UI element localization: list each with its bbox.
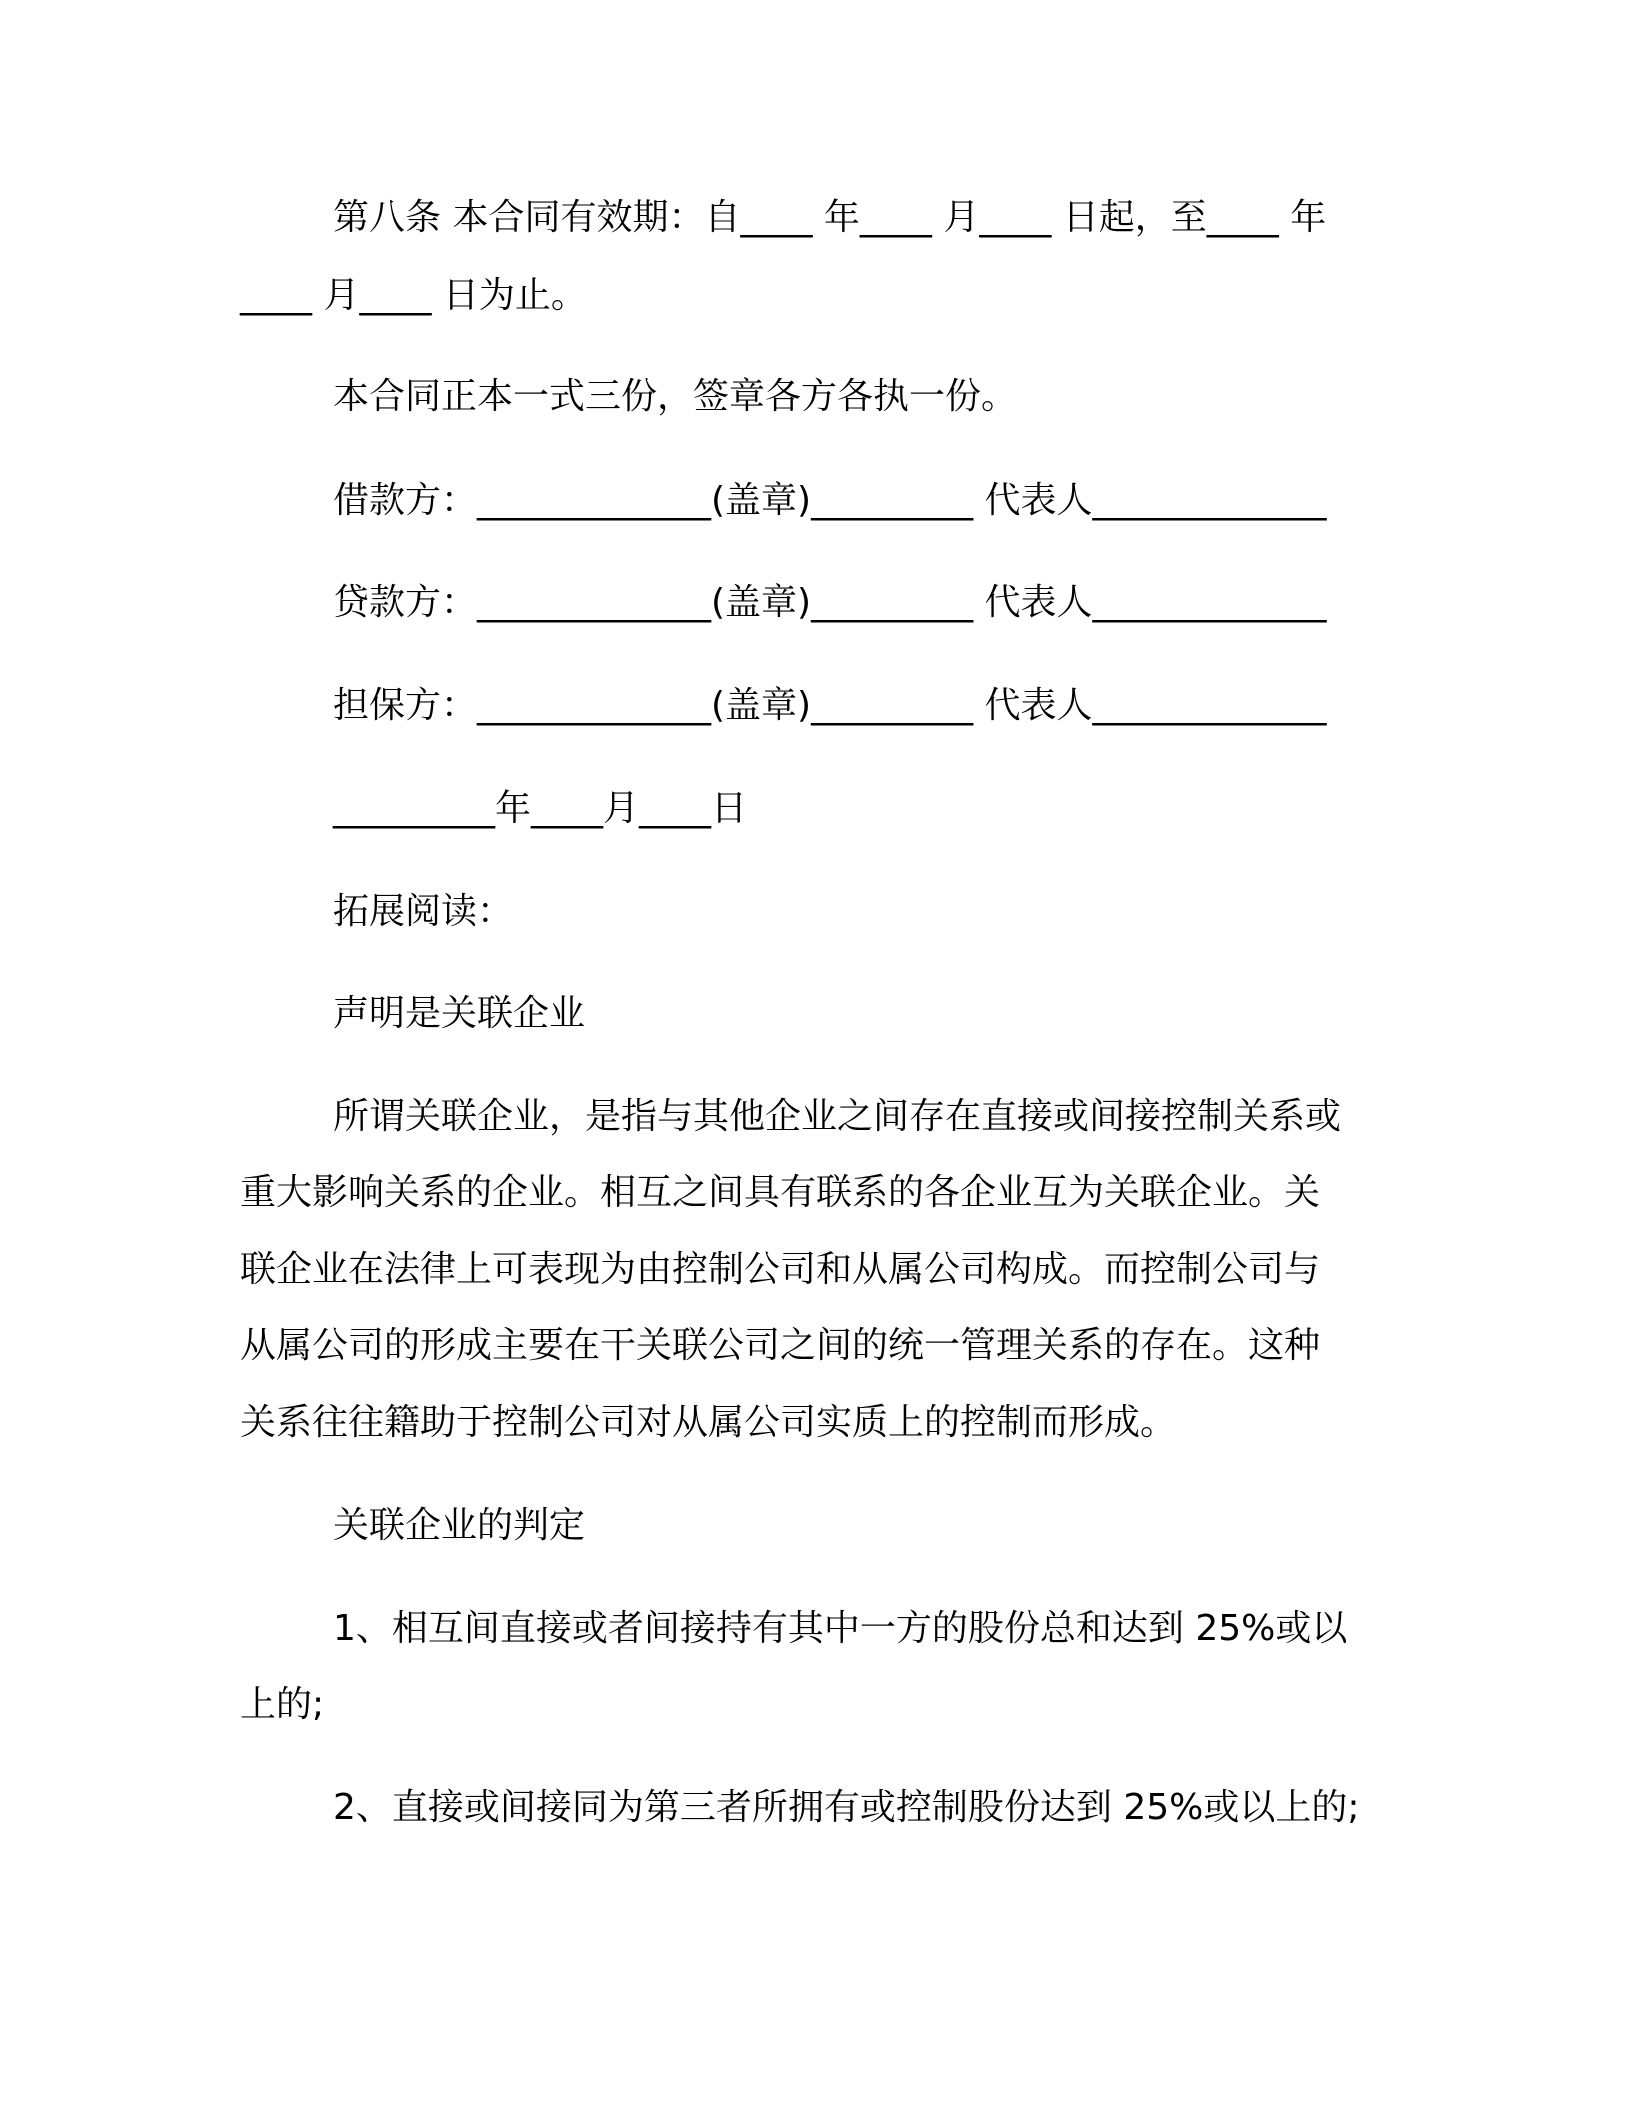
definition-paragraph-line-1: 所谓关联企业，是指与其他企业之间存在直接或间接控制关系或 (333, 1096, 1342, 1137)
definition-paragraph-line-5: 关系往往籍助于控制公司对从属公司实质上的控制而形成。 (240, 1402, 1177, 1443)
guarantor-signature-line: 担保方：_____________(盖章)_________ 代表人_____________ (333, 685, 1327, 726)
criterion-1-line-1: 1、相互间直接或者间接持有其中一方的股份总和达到 25%或以 (333, 1608, 1348, 1649)
article-8-validity-line-2: ____ 月____ 日为止。 (240, 275, 587, 316)
borrower-signature-line: 借款方：_____________(盖章)_________ 代表人_____________ (333, 480, 1327, 521)
determination-heading: 关联企业的判定 (333, 1505, 586, 1546)
criterion-2-line: 2、直接或间接同为第三者所拥有或控制股份达到 25%或以上的; (333, 1787, 1360, 1828)
signing-date-line: _________年____月____日 (333, 788, 747, 829)
article-8-validity-line-1: 第八条 本合同有效期：自____ 年____ 月____ 日起，至____ 年 (333, 197, 1327, 238)
lender-signature-line: 贷款方：_____________(盖章)_________ 代表人_____________ (333, 582, 1327, 623)
extended-reading-heading: 拓展阅读： (333, 891, 514, 932)
copies-clause: 本合同正本一式三份，签章各方各执一份。 (333, 376, 1018, 417)
criterion-1-line-2: 上的; (240, 1684, 325, 1725)
definition-paragraph-line-3: 联企业在法律上可表现为由控制公司和从属公司构成。而控制公司与 (240, 1249, 1321, 1290)
definition-paragraph-line-2: 重大影响关系的企业。相互之间具有联系的各企业互为关联企业。关 (240, 1172, 1321, 1213)
related-enterprise-heading: 声明是关联企业 (333, 993, 586, 1034)
definition-paragraph-line-4: 从属公司的形成主要在干关联公司之间的统一管理关系的存在。这种 (240, 1325, 1321, 1366)
